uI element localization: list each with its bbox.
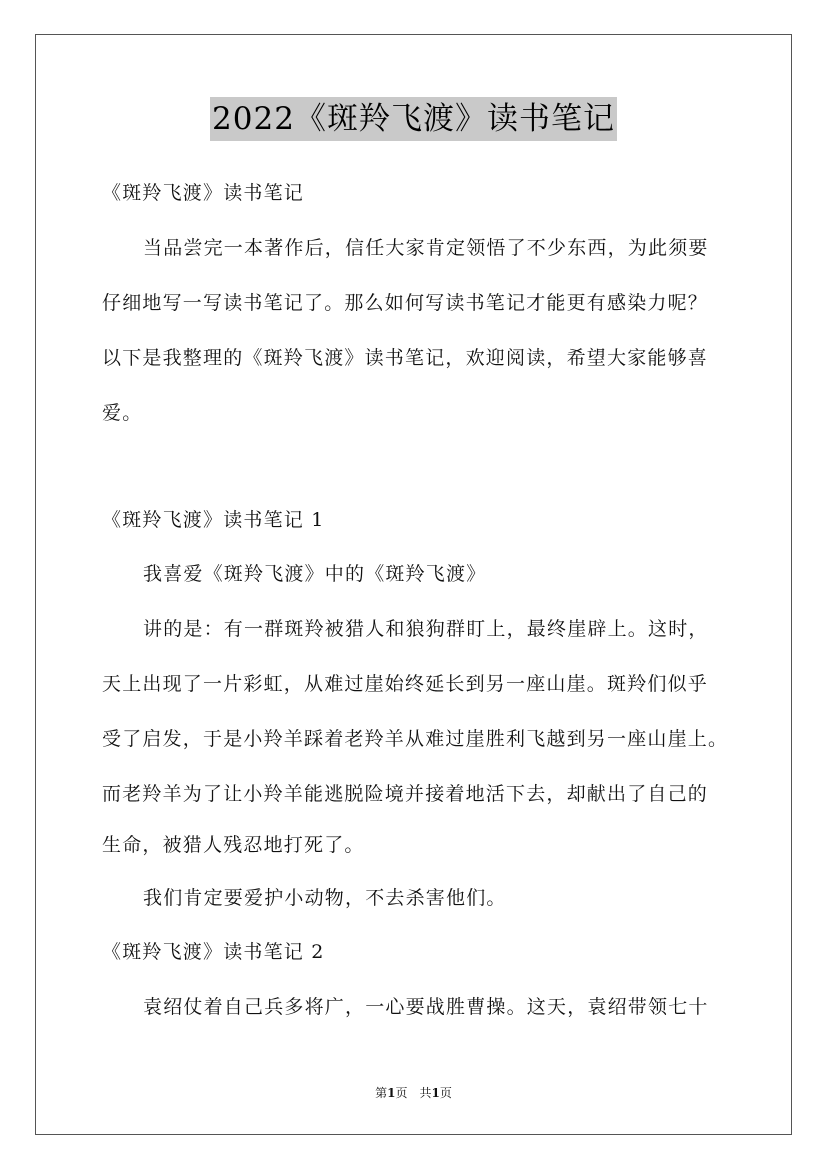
title-wrap: [0, 97, 827, 141]
text-line: 仔细地写一写读书笔记了。那么如何写读书笔记才能更有感染力呢？: [102, 292, 709, 314]
text-line: 我们肯定要爱护小动物，不去杀害他们。: [143, 887, 507, 909]
footer-page-number: 1: [387, 1086, 396, 1100]
text-line: 《斑羚飞渡》读书笔记 2: [102, 941, 325, 963]
text-line: 天上出现了一片彩虹，从难过崖始终延长到另一座山崖。斑羚们似乎: [102, 673, 709, 695]
footer-total-pages: 1: [431, 1086, 440, 1100]
text-line: 生命，被猎人残忍地打死了。: [102, 834, 365, 856]
text-line: 受了启发，于是小羚羊踩着老羚羊从难过崖胜利飞越到另一座山崖上。: [102, 728, 729, 750]
text-line: 我喜爱《斑羚飞渡》中的《斑羚飞渡》: [143, 563, 487, 585]
text-line: 《斑羚飞渡》读书笔记: [102, 182, 305, 204]
footer-middle: 页 共: [395, 1086, 432, 1100]
text-line: 袁绍仗着自己兵多将广，一心要战胜曹操。这天，袁绍带领七十: [143, 996, 709, 1018]
text-line: 爱。: [102, 402, 143, 424]
text-line: 讲的是：有一群斑羚被猎人和狼狗群盯上，最终崖辟上。这时，: [143, 618, 709, 640]
document-title: 2022《斑羚飞渡》读书笔记: [210, 97, 617, 141]
text-line: 《斑羚飞渡》读书笔记 1: [102, 509, 325, 531]
footer-prefix: 第: [375, 1086, 388, 1100]
page-footer: [0, 1084, 827, 1101]
text-line: 以下是我整理的《斑羚飞渡》读书笔记，欢迎阅读，希望大家能够喜: [102, 347, 709, 369]
text-line: 而老羚羊为了让小羚羊能逃脱险境并接着地活下去，却献出了自己的: [102, 783, 709, 805]
footer-suffix: 页: [439, 1086, 452, 1100]
text-line: 当品尝完一本著作后，信任大家肯定领悟了不少东西，为此须要: [143, 237, 709, 259]
